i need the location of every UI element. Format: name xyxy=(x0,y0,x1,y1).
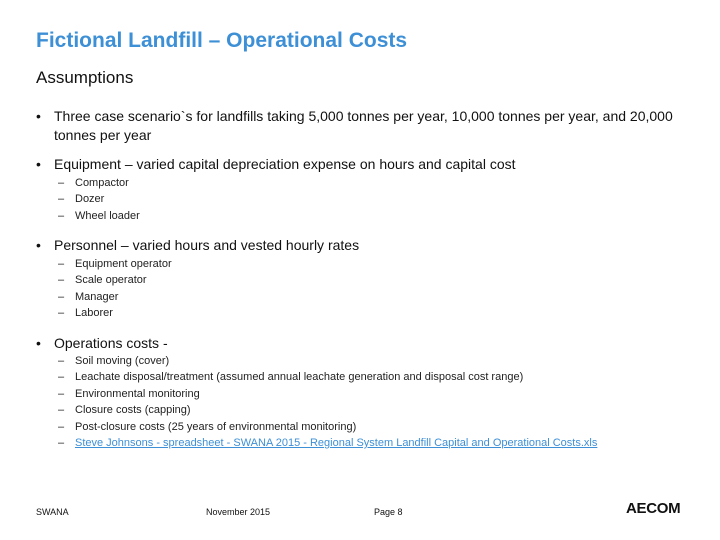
bullet-text: Operations costs - xyxy=(54,335,168,351)
dash-icon: – xyxy=(58,193,65,206)
slide-title: Fictional Landfill – Operational Costs xyxy=(36,29,408,52)
list-item: – Post-closure costs (25 years of environmental monitoring) xyxy=(58,419,597,435)
bullet-icon: • xyxy=(36,108,41,124)
spreadsheet-link[interactable]: – Steve Johnsons - spreadsheet - SWANA 2015 - Regional System Landfill Capital and Operational Costs.xls xyxy=(58,435,597,451)
bullet-equipment xyxy=(36,155,704,174)
list-item: – Environmental monitoring xyxy=(58,386,597,402)
dash-icon: – xyxy=(58,437,65,450)
footer-org: SWANA xyxy=(36,507,69,517)
equipment-sublist xyxy=(58,175,140,224)
bullet-operations xyxy=(36,334,704,353)
dash-icon: – xyxy=(58,177,65,189)
bullet-icon: • xyxy=(36,156,41,172)
list-item: – Closure costs (capping) xyxy=(58,402,597,418)
footer-page-number: Page 8 xyxy=(374,507,403,517)
list-item: – Leachate disposal/treatment (assumed annual leachate generation and disposal cost range) xyxy=(58,369,597,385)
list-item: – Scale operator xyxy=(58,272,172,288)
bullet-text: Equipment – varied capital depreciation expense on hours and capital cost xyxy=(54,156,516,172)
list-item: – Soil moving (cover) xyxy=(58,353,597,369)
dash-icon: – xyxy=(58,290,65,303)
list-item: – Laborer xyxy=(58,305,172,321)
list-item: – Dozer xyxy=(58,191,140,207)
bullet-text: Personnel – varied hours and vested hourly rates xyxy=(54,237,360,253)
bullet-scenarios xyxy=(36,107,704,145)
dash-icon: – xyxy=(58,274,65,287)
personnel-sublist xyxy=(58,256,172,322)
aecom-logo: AECOM xyxy=(626,500,681,517)
dash-icon: – xyxy=(58,209,65,222)
dash-icon: – xyxy=(58,404,65,417)
list-item: – Compactor xyxy=(58,175,140,191)
dash-icon: – xyxy=(58,387,65,400)
bullet-personnel xyxy=(36,236,704,255)
bullet-icon: • xyxy=(36,237,41,253)
dash-icon: – xyxy=(58,307,65,320)
bullet-icon: • xyxy=(36,335,41,351)
list-item: – Equipment operator xyxy=(58,256,172,272)
dash-icon: – xyxy=(58,355,65,367)
dash-icon: – xyxy=(58,371,65,384)
bullet-text: Three case scenario`s for landfills taking 5,000 tonnes per year, 10,000 tonnes per year, and 20,000 tonnes per year xyxy=(54,108,673,143)
footer-date: November 2015 xyxy=(206,507,271,517)
dash-icon: – xyxy=(58,420,65,433)
list-item: – Manager xyxy=(58,289,172,305)
operations-sublist xyxy=(58,353,597,451)
list-item: – Wheel loader xyxy=(58,208,140,224)
dash-icon: – xyxy=(58,258,65,270)
section-heading: Assumptions xyxy=(36,68,134,87)
